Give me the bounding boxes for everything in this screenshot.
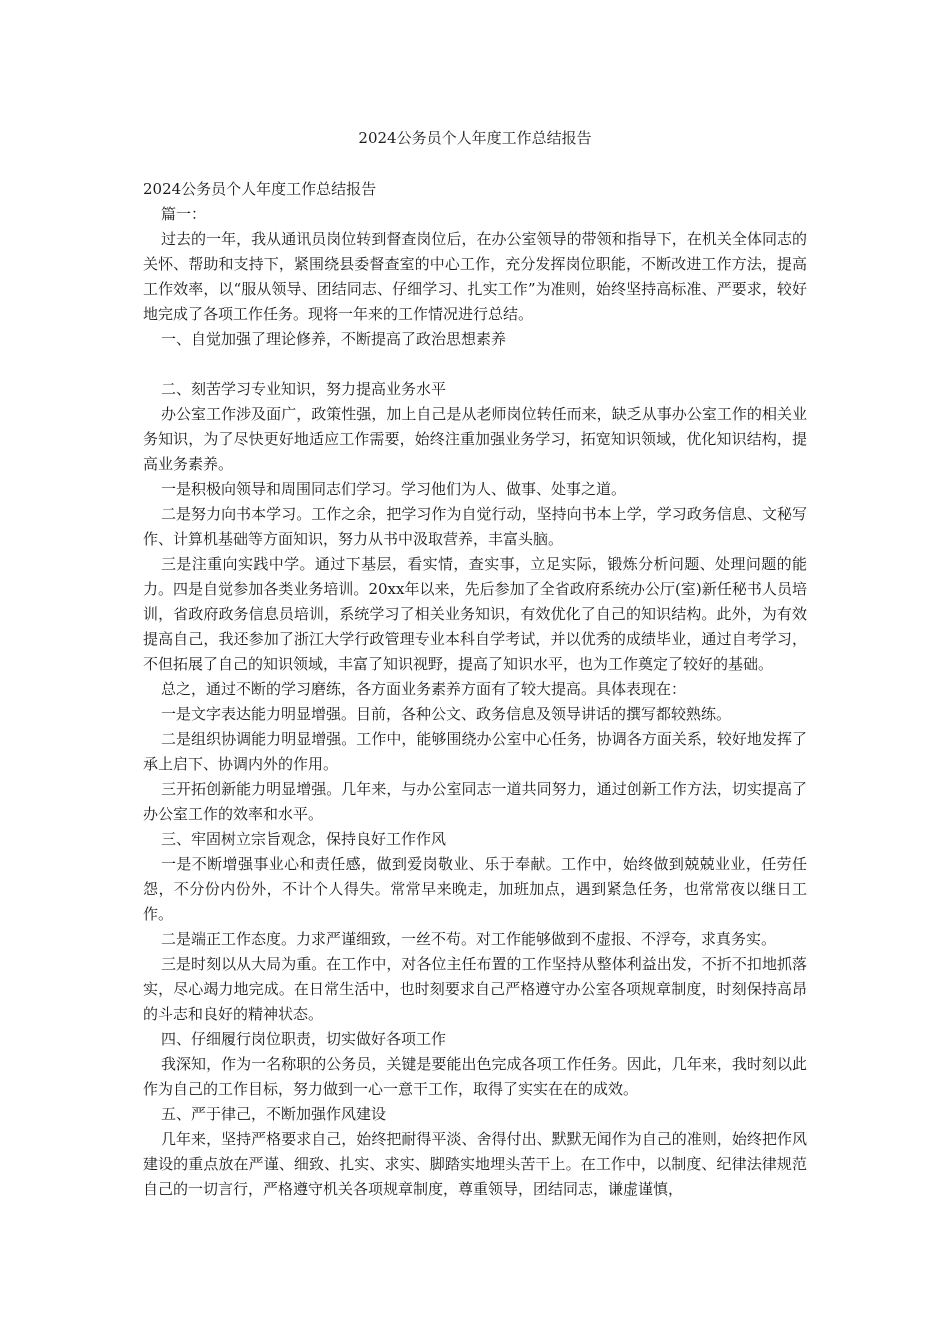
- section-heading-2: 二、刻苦学习专业知识，努力提高业务水平: [161, 380, 447, 398]
- paragraph: 总之，通过不断的学习磨练，各方面业务素养方面有了较大提高。具体表现在：: [161, 680, 687, 698]
- paragraph: 过去的一年，我从通讯员岗位转到督查岗位后，在办公室领导的带领和指导下，在机关全体同志的关怀、帮助和支持下，紧围绕县委督查室的中心工作，充分发挥岗位职能，不断改进工作方法，提高工作效率，以“服从领导、团结同志、仔细学习、扎实工作”为准则，始终坚持高标准、严要求，较好地完成了各项工作任务。现将一年来的工作情况进行总结。: [143, 230, 807, 323]
- paragraph: 办公室工作涉及面广，政策性强，加上自己是从老师岗位转任而来，缺乏从事办公室工作的相关业务知识，为了尽快更好地适应工作需要，始终注重加强业务学习，拓宽知识领域，优化知识结构，提高业务素养。: [143, 405, 807, 473]
- document-title: 2024公务员个人年度工作总结报告: [358, 129, 592, 147]
- paragraph: 我深知，作为一名称职的公务员，关键是要能出色完成各项工作任务。因此，几年来，我时刻以此作为自己的工作目标，努力做到一心一意干工作，取得了实实在在的成效。: [143, 1055, 807, 1098]
- part-label: 篇一：: [161, 205, 207, 223]
- section-heading-1: 一、自觉加强了理论修养，不断提高了政治思想素养: [161, 330, 507, 348]
- paragraph: 三是时刻以从大局为重。在工作中，对各位主任布置的工作坚持从整体利益出发，不折不扣地抓落实，尽心竭力地完成。在日常生活中，也时刻要求自己严格遵守办公室各项规章制度，时刻保持高昂的斗志和良好的精神状态。: [143, 955, 807, 1023]
- blank-line: [143, 352, 807, 377]
- paragraph: 二是端正工作态度。力求严谨细致，一丝不苟。对工作能够做到不虚报、不浮夸，求真务实。: [161, 930, 777, 948]
- document-subtitle: 2024公务员个人年度工作总结报告: [143, 180, 377, 198]
- section-heading-5: 五、严于律己，不断加强作风建设: [161, 1105, 387, 1123]
- paragraph: 一是不断增强事业心和责任感，做到爱岗敬业、乐于奉献。工作中，始终做到兢兢业业，任劳任怨，不分份内份外，不计个人得失。常常早来晚走，加班加点，遇到紧急任务，也常常夜以继日工作。: [143, 855, 807, 923]
- section-heading-3: 三、牢固树立宗旨观念，保持良好工作作风: [161, 830, 447, 848]
- paragraph: 二是努力向书本学习。工作之余，把学习作为自觉行动，坚持向书本上学，学习政务信息、文秘写作、计算机基础等方面知识，努力从书中汲取营养，丰富头脑。: [143, 505, 807, 548]
- paragraph: 一是积极向领导和周围同志们学习。学习他们为人、做事、处事之道。: [161, 480, 627, 498]
- paragraph: 一是文字表达能力明显增强。目前，各种公文、政务信息及领导讲话的撰写都较熟练。: [161, 705, 732, 723]
- paragraph: 二是组织协调能力明显增强。工作中，能够围绕办公室中心任务，协调各方面关系，较好地发挥了承上启下、协调内外的作用。: [143, 730, 807, 773]
- paragraph: 三开拓创新能力明显增强。几年来，与办公室同志一道共同努力，通过创新工作方法，切实提高了办公室工作的效率和水平。: [143, 780, 807, 823]
- document-body: [143, 177, 807, 1202]
- section-heading-4: 四、仔细履行岗位职责，切实做好各项工作: [161, 1030, 447, 1048]
- paragraph: 几年来，坚持严格要求自己，始终把耐得平淡、舍得付出、默默无闻作为自己的准则，始终把作风建设的重点放在严谨、细致、扎实、求实、脚踏实地埋头苦干上。在工作中，以制度、纪律法律规范自己的一切言行，严格遵守机关各项规章制度，尊重领导，团结同志，谦虚谨慎，: [143, 1130, 807, 1198]
- paragraph: 三是注重向实践中学。通过下基层，看实情，查实事，立足实际，锻炼分析问题、处理问题的能力。四是自觉参加各类业务培训。20xx年以来，先后参加了全省政府系统办公厅(室)新任秘书人员培训，省政府政务信息员培训，系统学习了相关业务知识，有效优化了自己的知识结构。此外，为有效提高自己，我还参加了浙江大学行政管理专业本科自学考试，并以优秀的成绩毕业，通过自考学习，不但拓展了自己的知识领域，丰富了知识视野，提高了知识水平，也为工作奠定了较好的基础。: [143, 555, 807, 673]
